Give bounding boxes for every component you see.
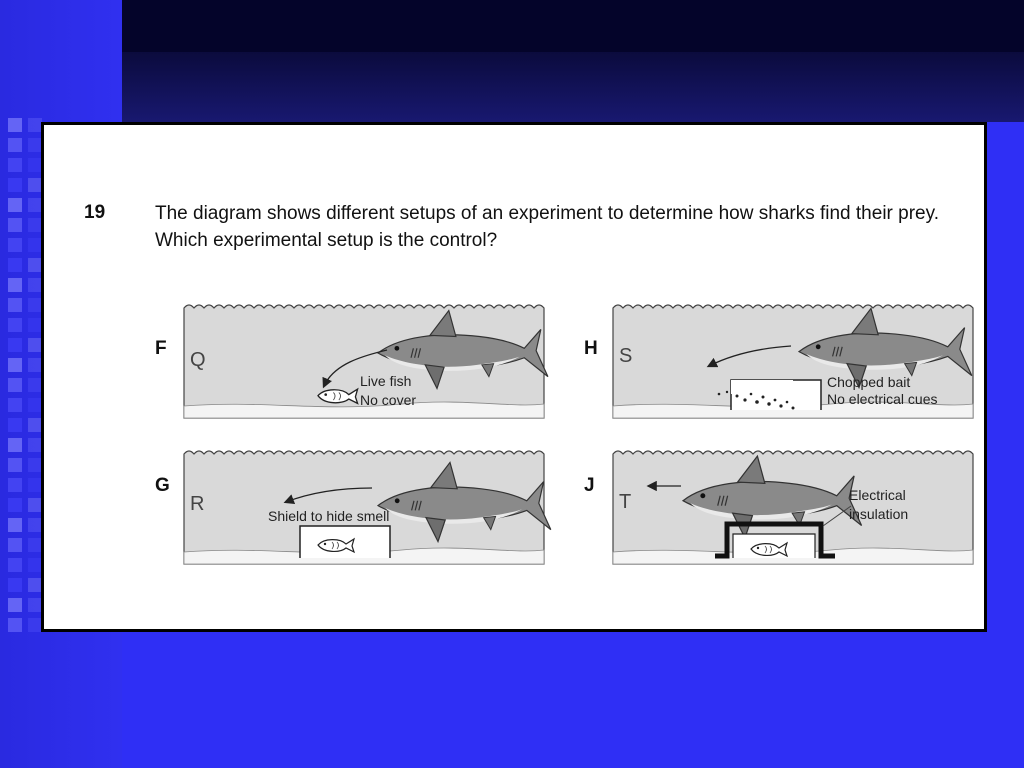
decorative-square (28, 258, 42, 272)
setup-label: R (190, 493, 205, 515)
decorative-square (8, 578, 22, 592)
decorative-square (8, 158, 22, 172)
decorative-square (28, 118, 42, 132)
decorative-square (8, 398, 22, 412)
decorative-square (28, 338, 42, 352)
option-letter-g[interactable]: G (155, 475, 170, 496)
decorative-square (28, 538, 42, 552)
decorative-square (28, 298, 42, 312)
decorative-square (8, 338, 22, 352)
decorative-square (8, 458, 22, 472)
decorative-square (28, 478, 42, 492)
decorative-square (8, 198, 22, 212)
smell-shield (300, 526, 390, 558)
decorative-square (8, 278, 22, 292)
setup-q-panel (182, 300, 546, 422)
decorative-square (8, 118, 22, 132)
slide-top-bar (122, 0, 1024, 52)
setup-t-panel (611, 446, 975, 568)
decorative-square (28, 318, 42, 332)
decorative-square (8, 258, 22, 272)
decorative-square (8, 298, 22, 312)
setup-label: Q (190, 349, 206, 371)
decorative-square (8, 238, 22, 252)
decorative-square (8, 138, 22, 152)
decorative-square (8, 218, 22, 232)
decorative-square (28, 218, 42, 232)
label-line-1: Live fish (360, 373, 412, 389)
decorative-square (28, 558, 42, 572)
question-text: The diagram shows different setups of an experiment to determine how sharks find their prey. Which experimental setup is the control? (155, 203, 939, 251)
slide-top-band (122, 52, 1024, 122)
decorative-square (28, 378, 42, 392)
label-line-2: No cover (360, 392, 417, 408)
decorative-square (8, 538, 22, 552)
decorative-square (28, 458, 42, 472)
decorative-square (28, 178, 42, 192)
label-line-1: Chopped bait (827, 374, 911, 390)
decorative-square (8, 518, 22, 532)
decorative-squares (0, 118, 42, 638)
decorative-square (8, 178, 22, 192)
setup-r-panel (182, 446, 546, 568)
option-letter-f[interactable]: F (155, 338, 167, 359)
decorative-square (28, 578, 42, 592)
decorative-square (28, 238, 42, 252)
decorative-square (28, 358, 42, 372)
decorative-square (28, 198, 42, 212)
decorative-square (8, 358, 22, 372)
decorative-square (8, 598, 22, 612)
decorative-square (8, 418, 22, 432)
label-line-2: insulation (849, 506, 909, 522)
decorative-square (8, 438, 22, 452)
decorative-square (28, 438, 42, 452)
decorative-square (28, 498, 42, 512)
decorative-square (8, 618, 22, 632)
setup-label: T (619, 491, 632, 513)
decorative-square (8, 318, 22, 332)
setup-label: S (619, 345, 633, 367)
decorative-square (8, 478, 22, 492)
question-number: 19 (84, 202, 106, 223)
setup-s-panel (611, 300, 975, 422)
decorative-square (28, 398, 42, 412)
decorative-square (28, 418, 42, 432)
decorative-square (28, 618, 42, 632)
decorative-square (8, 558, 22, 572)
label-line-1: Electrical (849, 487, 906, 503)
decorative-square (28, 518, 42, 532)
label-line-2: No electrical cues (827, 391, 938, 407)
decorative-square (8, 498, 22, 512)
decorative-square (28, 598, 42, 612)
label-line-1: Shield to hide smell (268, 508, 390, 524)
decorative-square (28, 138, 42, 152)
decorative-square (28, 158, 42, 172)
option-letter-j[interactable]: J (584, 475, 595, 496)
decorative-square (8, 378, 22, 392)
option-letter-h[interactable]: H (584, 338, 598, 359)
decorative-square (28, 278, 42, 292)
